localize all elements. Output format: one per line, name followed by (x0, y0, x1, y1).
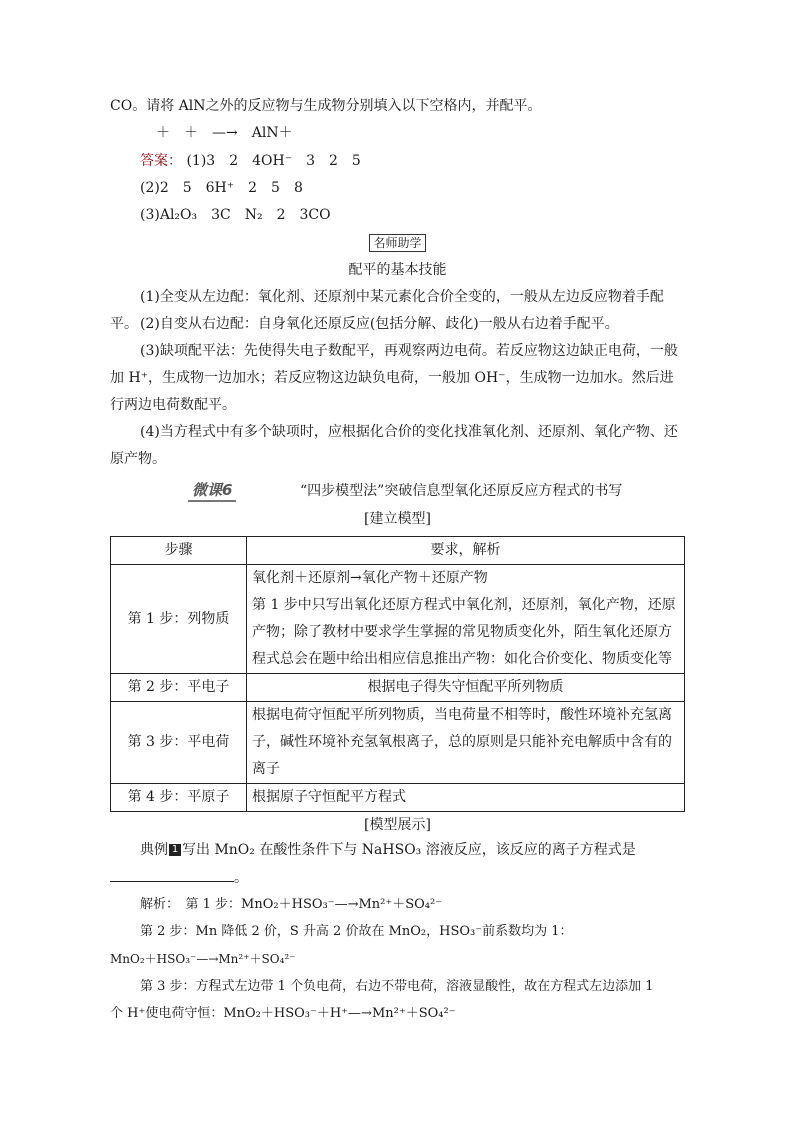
tip-title: 配平的基本技能 (348, 262, 447, 278)
table-req-1-formula: 氧化剂＋还原剂→氧化产物＋还原产物 (252, 570, 488, 586)
analysis-label: 解析： (140, 897, 173, 912)
analysis-step3b: 个 H⁺使电荷守恒：MnO₂＋HSO₃⁻＋H⁺—→Mn²⁺＋SO₄²⁻ (110, 1006, 456, 1021)
lesson-badge (188, 480, 236, 502)
table-step-2: 第 2 步：平电子 (111, 674, 247, 702)
tip-p1: (1)全变从左边配：氧化剂、还原剂中某元素化合价全变的，一般从左边反应物着手配平。 (110, 289, 664, 332)
tip-p4: (4)当方程式中有多个缺项时，应根据化合价的变化找准氧化剂、还原剂、氧化产物、还原产物。 (110, 424, 678, 467)
table-row (111, 565, 685, 674)
table-header-row (111, 537, 685, 565)
example-number-icon: 1 (169, 844, 181, 856)
lesson-title: “四步模型法”突破信息型氧化还原反应方程式的书写 (300, 483, 623, 499)
table-req-2: 根据电子得失守恒配平所列物质 (247, 674, 685, 702)
intro-line: CO。请将 AlN之外的反应物与生成物分别填入以下空格内，并配平。 (110, 98, 542, 114)
tip-badge: 名师助学 (369, 234, 425, 252)
answer-label: 答案： (140, 153, 182, 169)
example-end: 。 (234, 870, 248, 886)
table-header-req: 要求，解析 (247, 537, 685, 565)
equation-blank: ＋ ＋ —→ AlN＋ (156, 125, 293, 141)
example-answer-blank (110, 867, 248, 888)
tip-p3: (3)缺项配平法：先使得失电子数配平，再观察两边电荷。若反应物这边缺正电荷，一般加 H⁺，生成物一边加水；若反应物这边缺负电荷，一般加 OH⁻，生成物一边加水。然后进行两边电荷数配平。 (110, 343, 678, 413)
tip-p2: (2)自变从右边配：自身氧化还原反应(包括分解、歧化)一般从右边着手配平。 (140, 316, 619, 332)
table-step-1: 第 1 步：列物质 (111, 565, 247, 674)
model-table (110, 536, 685, 812)
table-req-3: 根据电荷守恒配平所列物质，当电荷量不相等时，酸性环境补充氢离子，碱性环境补充氢氧根离子，总的原则是只能补充电解质中含有的离子 (247, 702, 685, 784)
table-req-1-detail: 第 1 步中只写出氧化还原方程式中氧化剂，还原剂，氧化产物，还原产物；除了教材中要求学生掌握的常见物质变化外，陌生氧化还原方程式总会在题中给出相应信息推出产物：如化合价变化、物质变化等 (252, 597, 676, 667)
table-row (111, 702, 685, 784)
table-step-4: 第 4 步：平原子 (111, 784, 247, 812)
table-step-3: 第 3 步：平电荷 (111, 702, 247, 784)
table-req-1 (247, 565, 685, 674)
answer-line-1 (140, 151, 361, 171)
show-heading: [模型展示] (364, 817, 431, 833)
answer-line-3: (3)Al₂O₃ 3C N₂ 2 3CO (140, 207, 331, 223)
table-row (111, 674, 685, 702)
analysis-line-1 (140, 895, 442, 915)
answer-part-1: (1)3 2 4OH⁻ 3 2 5 (182, 153, 361, 169)
analysis-step1: 第 1 步：MnO₂＋HSO₃⁻—→Mn²⁺＋SO₄²⁻ (172, 897, 443, 912)
answer-line-2: (2)2 5 6H⁺ 2 5 8 (140, 180, 303, 196)
analysis-step2-eq: MnO₂＋HSO₃⁻—→Mn²⁺＋SO₄²⁻ (110, 952, 296, 966)
answer-blank (110, 867, 234, 882)
tip-badge-row (110, 234, 685, 252)
table-row (111, 784, 685, 812)
table-req-4: 根据原子守恒配平方程式 (247, 784, 685, 812)
lesson-badge-icon: 微课6 (188, 480, 236, 502)
build-heading: [建立模型] (364, 511, 431, 527)
analysis-step3a: 第 3 步：方程式左边带 1 个负电荷，右边不带电荷，溶液显酸性，故在方程式左边添加 1 (140, 979, 654, 994)
analysis-step2: 第 2 步：Mn 降低 2 价，S 升高 2 价故在 MnO₂，HSO₃⁻前系数均为 1： (140, 924, 573, 939)
example-question-text: 写出 MnO₂ 在酸性条件下与 NaHSO₃ 溶液反应，该反应的离子方程式是 (182, 842, 636, 858)
example-question (140, 840, 636, 860)
example-label: 典例 (140, 842, 168, 858)
table-header-step: 步骤 (111, 537, 247, 565)
